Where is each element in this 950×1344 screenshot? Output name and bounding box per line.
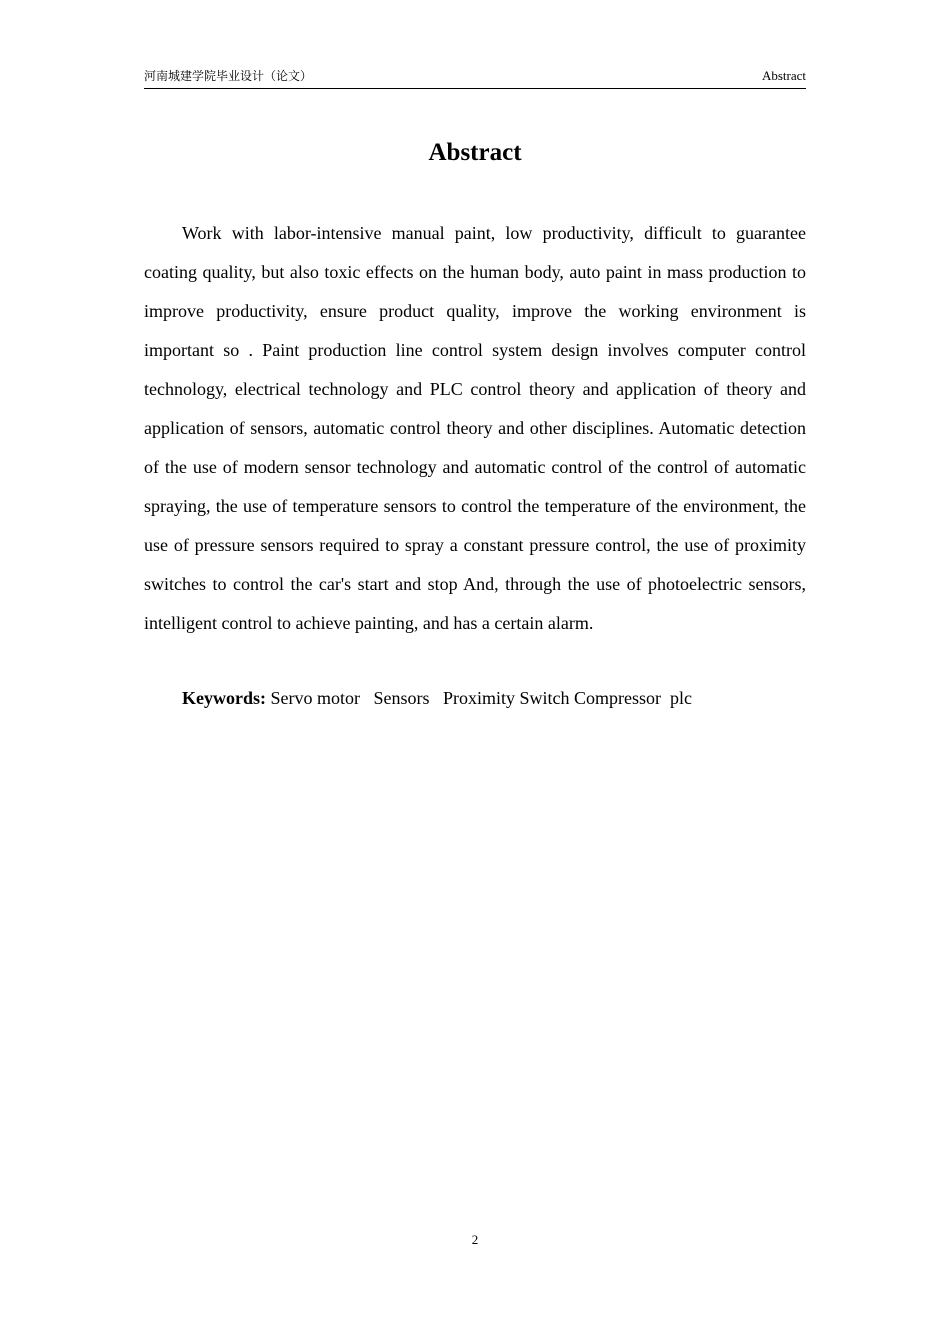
abstract-body: Work with labor-intensive manual paint, low productivity, difficult to guarantee coating quality, but also toxic effects on the human body, auto paint in mass production to improve productivity, ensure product quality, improve the working environment is important so . Paint production line control system design involves computer control technology, electrical technology and PLC control theory and application of theory and application of sensors, automatic control theory and other disciplines. Automatic detection of the use of modern sensor technology and automatic control of the control of automatic spraying, the use of temperature sensors to control the temperature of the environment, the use of pressure sensors required to spray a constant pressure control, the use of proximity switches to control the car's start and stop And, through the use of photoelectric sensors, intelligent control to achieve painting, and has a certain alarm. [144, 223, 806, 633]
keywords-label: Keywords: [182, 688, 266, 708]
page-title: Abstract [428, 139, 522, 166]
page-number: 2 [471, 1232, 479, 1247]
header-section: Abstract [761, 68, 806, 83]
header-institution: 河南城建学院毕业设计（论文） [144, 69, 313, 83]
keywords-value: Servo motor Sensors Proximity Switch Compressor plc [266, 688, 692, 708]
keywords-line [182, 684, 806, 712]
page-header [144, 66, 806, 89]
